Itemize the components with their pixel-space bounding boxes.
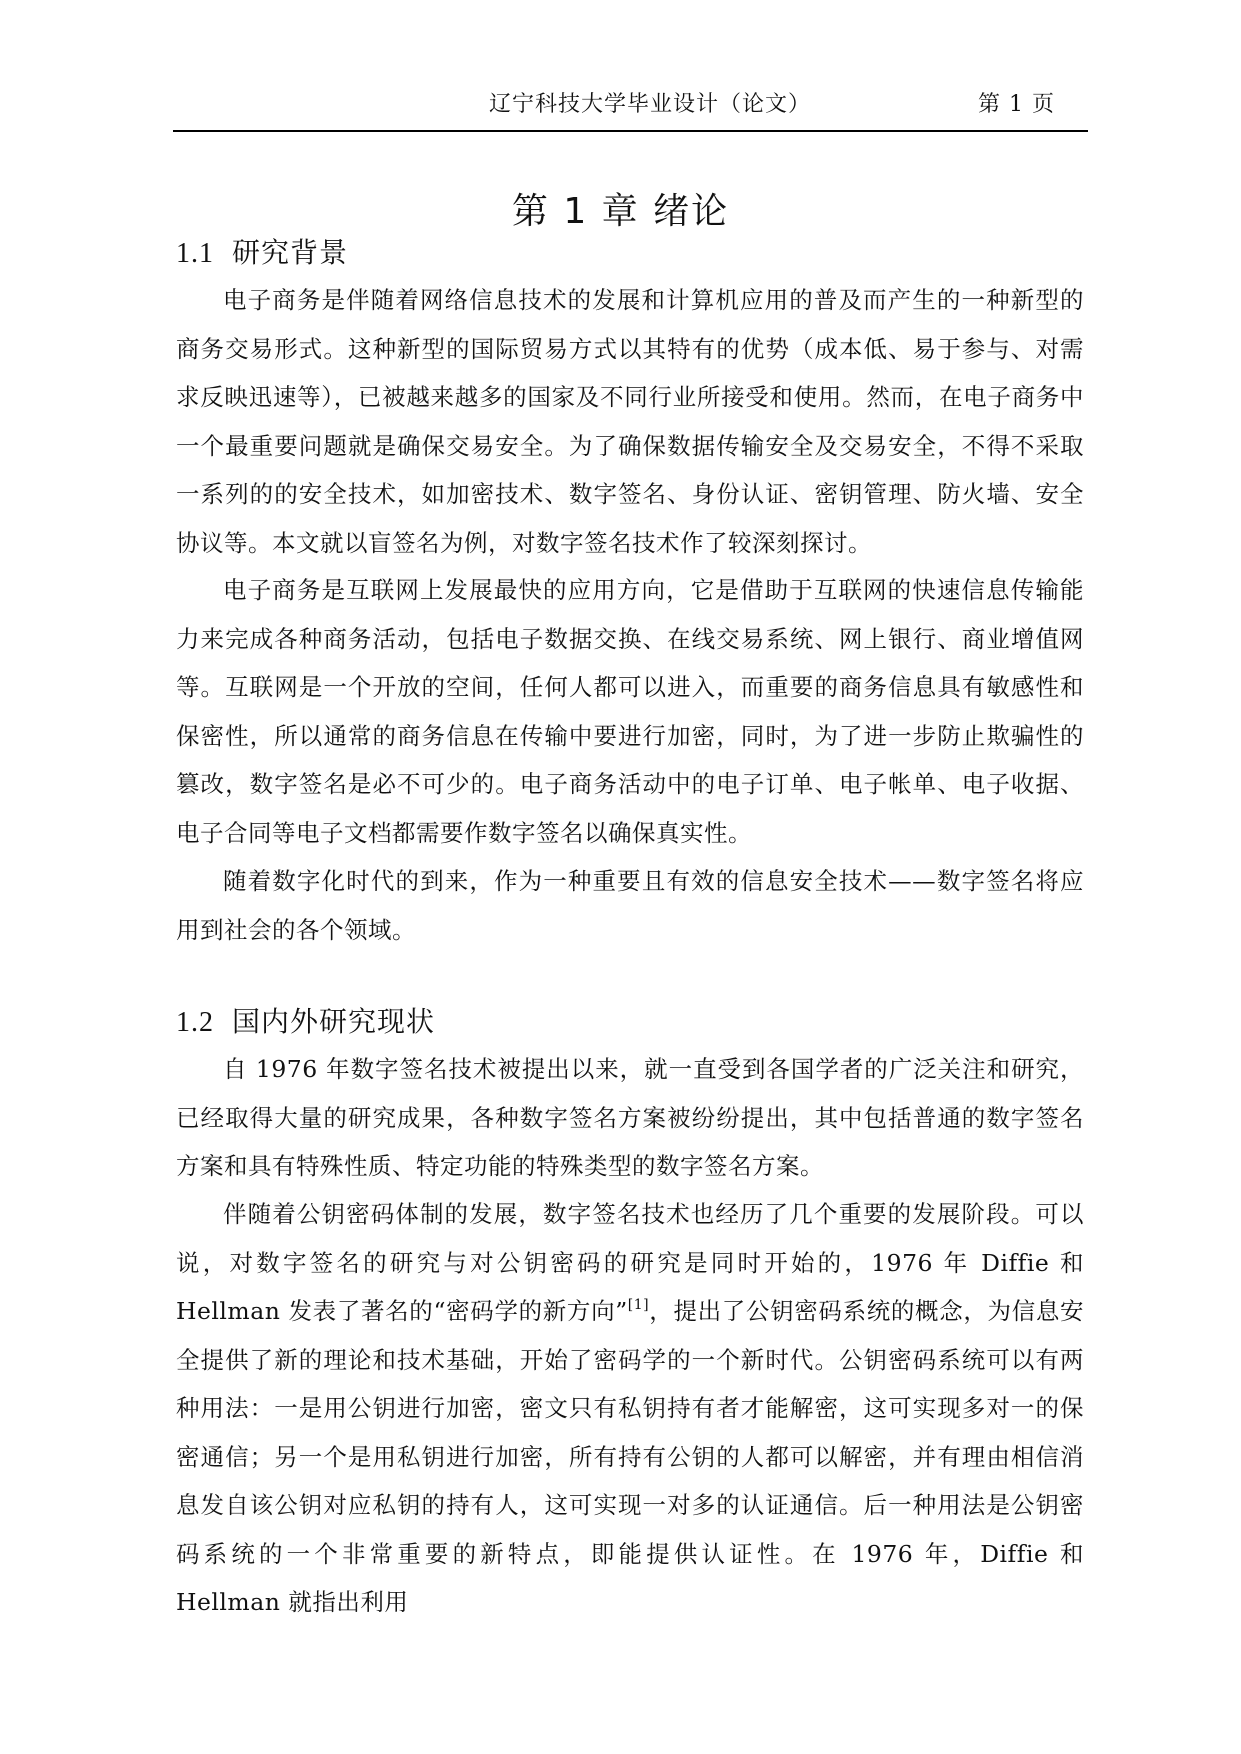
paragraph-text: 伴随着公钥密码体制的发展，数字签名技术也经历了几个重要的发展阶段。可以说，对数字签名的研究与对公钥密码的研究是同时开始的，1976 年 Diffie 和 Hellman 发表了著名的“密码学的新方向” <box>176 1200 1084 1325</box>
header-page-number: 第 1 页 <box>978 92 1055 117</box>
header-title: 辽宁科技大学毕业设计（论文） <box>489 92 812 117</box>
paragraph: 自 1976 年数字签名技术被提出以来，就一直受到各国学者的广泛关注和研究，已经取得大量的研究成果，各种数字签名方案被纷纷提出，其中包括普通的数字签名方案和具有特殊性质、特定功能的特殊类型的数字签名方案。 <box>176 1055 1084 1180</box>
section-title: 研究背景 <box>232 236 349 269</box>
section-heading-1-1 <box>176 231 348 271</box>
paragraph <box>176 1190 1084 1627</box>
citation-ref[interactable]: [1] <box>627 1297 650 1313</box>
section-heading-1-2 <box>176 1000 435 1040</box>
section-number: 1.2 <box>176 1007 214 1038</box>
section-title: 国内外研究现状 <box>232 1005 436 1038</box>
paragraph: 电子商务是伴随着网络信息技术的发展和计算机应用的普及而产生的一种新型的商务交易形式。这种新型的国际贸易方式以其特有的优势（成本低、易于参与、对需求反映迅速等），已被越来越多的国家及不同行业所接受和使用。然而，在电子商务中一个最重要问题就是确保交易安全。为了确保数据传输安全及交易安全，不得不采取一系列的的安全技术，如加密技术、数字签名、身份认证、密钥管理、防火墙、安全协议等。本文就以盲签名为例，对数字签名技术作了较深刻探讨。 <box>176 286 1084 557</box>
paragraph-text: ，提出了公钥密码系统的概念，为信息安全提供了新的理论和技术基础，开始了密码学的一个新时代。公钥密码系统可以有两种用法：一是用公钥进行加密，密文只有私钥持有者才能解密，这可实现多对一的保密通信；另一个是用私钥进行加密，所有持有公钥的人都可以解密，并有理由相信消息发自该公钥对应私钥的持有人，这可实现一对多的认证通信。后一种用法是公钥密码系统的一个非常重要的新特点，即能提供认证性。在 1976 年，Diffie 和 Hellman 就指出利用 <box>176 1297 1085 1616</box>
paragraph: 电子商务是互联网上发展最快的应用方向，它是借助于互联网的快速信息传输能力来完成各种商务活动，包括电子数据交换、在线交易系统、网上银行、商业增值网等。互联网是一个开放的空间，任何人都可以进入，而重要的商务信息具有敏感性和保密性，所以通常的商务信息在传输中要进行加密，同时，为了进一步防止欺骗性的篡改，数字签名是必不可少的。电子商务活动中的电子订单、电子帐单、电子收据、电子合同等电子文档都需要作数字签名以确保真实性。 <box>176 576 1084 847</box>
paragraph: 随着数字化时代的到来，作为一种重要且有效的信息安全技术——数字签名将应用到社会的各个领域。 <box>176 867 1084 944</box>
section-number: 1.1 <box>176 238 214 269</box>
chapter-title: 第 1 章 绪论 <box>511 191 730 232</box>
header-rule <box>173 130 1088 132</box>
